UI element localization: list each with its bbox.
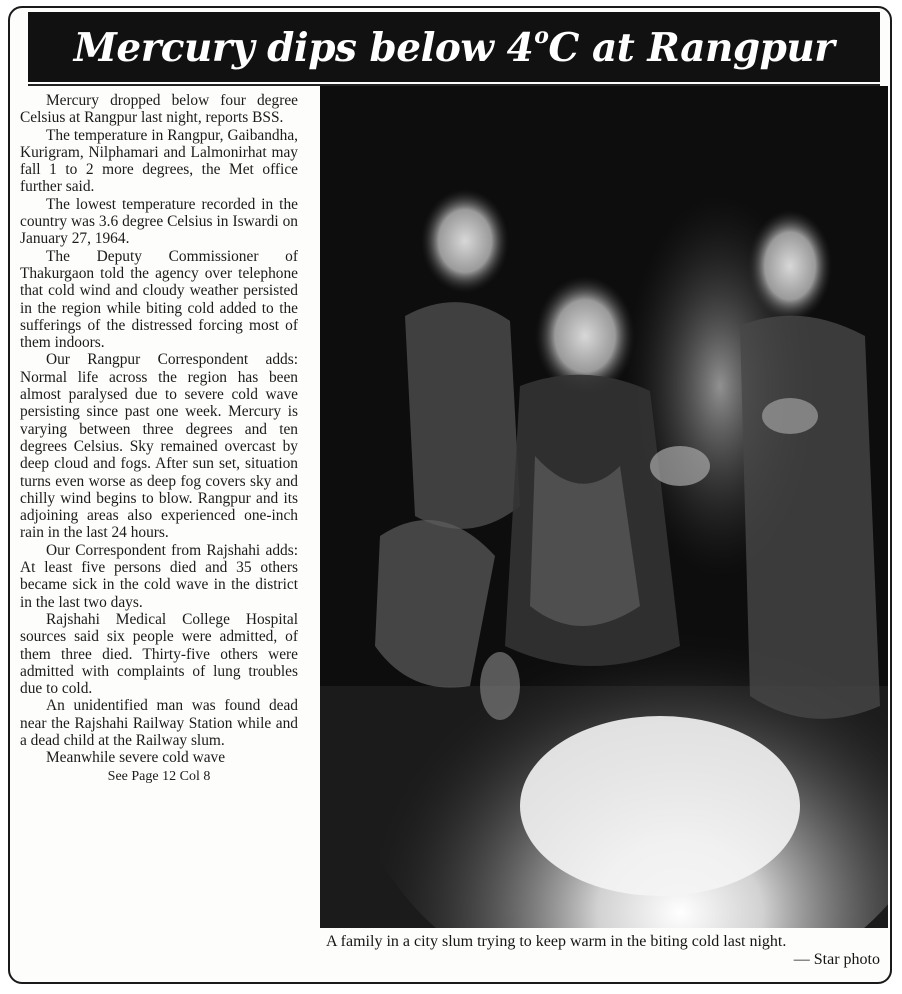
jump-line: See Page 12 Col 8 bbox=[107, 768, 211, 784]
article-paragraph: Our Correspondent from Rajshahi adds: At least five persons died and 35 others became sick in the cold wave in the district in the last two days. bbox=[20, 541, 298, 611]
article-paragraph: Meanwhile severe cold wave bbox=[46, 749, 226, 767]
article-paragraph: Mercury dropped below four degree Celsius at Rangpur last night, reports BSS. bbox=[20, 92, 298, 127]
article-paragraph: The lowest temperature recorded in the country was 3.6 degree Celsius in Iswardi on January 27, 1964. bbox=[20, 195, 298, 248]
photo-illustration bbox=[320, 86, 888, 928]
news-photo bbox=[320, 86, 888, 928]
article-paragraph: Our Rangpur Correspondent adds: Normal life across the region has been almost paralysed due to severe cold wave persisting since past one week. Mercury is varying between three degrees and ten degrees Celsius. Sky remained overcast by deep cloud and fogs. After sun set, situation turns even worse as deep fog covers sky and chilly wind begins to blow. Rangpur and its adjoining areas also experienced one-inch rain in the last 24 hours. bbox=[20, 351, 298, 542]
photo-credit: — Star photo bbox=[793, 951, 880, 968]
article-body bbox=[20, 92, 298, 785]
article-paragraph: The temperature in Rangpur, Gaibandha, Kurigram, Nilphamari and Lalmonirhat may fall 1 to 2 more degrees, the Met office further said. bbox=[20, 126, 298, 196]
headline-tail: C at Rangpur bbox=[548, 25, 835, 71]
article-paragraph: Rajshahi Medical College Hospital sources said six people were admitted, of them three died. Thirty-five others were admitted with complaints of lung troubles due to cold. bbox=[20, 610, 298, 698]
degree-symbol: o bbox=[534, 23, 549, 49]
photo-caption: A family in a city slum trying to keep warm in the biting cold last night. bbox=[326, 933, 787, 950]
headline-main: Mercury dips below 4 bbox=[73, 25, 534, 71]
article-paragraph: An unidentified man was found dead near the Rajshahi Railway Station while and a dead child at the Railway slum. bbox=[20, 697, 298, 749]
headline-banner bbox=[28, 12, 880, 82]
headline bbox=[74, 23, 835, 71]
article-paragraph: The Deputy Commissioner of Thakurgaon told the agency over telephone that cold wind and cloudy weather persisted in the region while biting cold added to the sufferings of the distressed forcing most of them indoors. bbox=[20, 247, 298, 352]
